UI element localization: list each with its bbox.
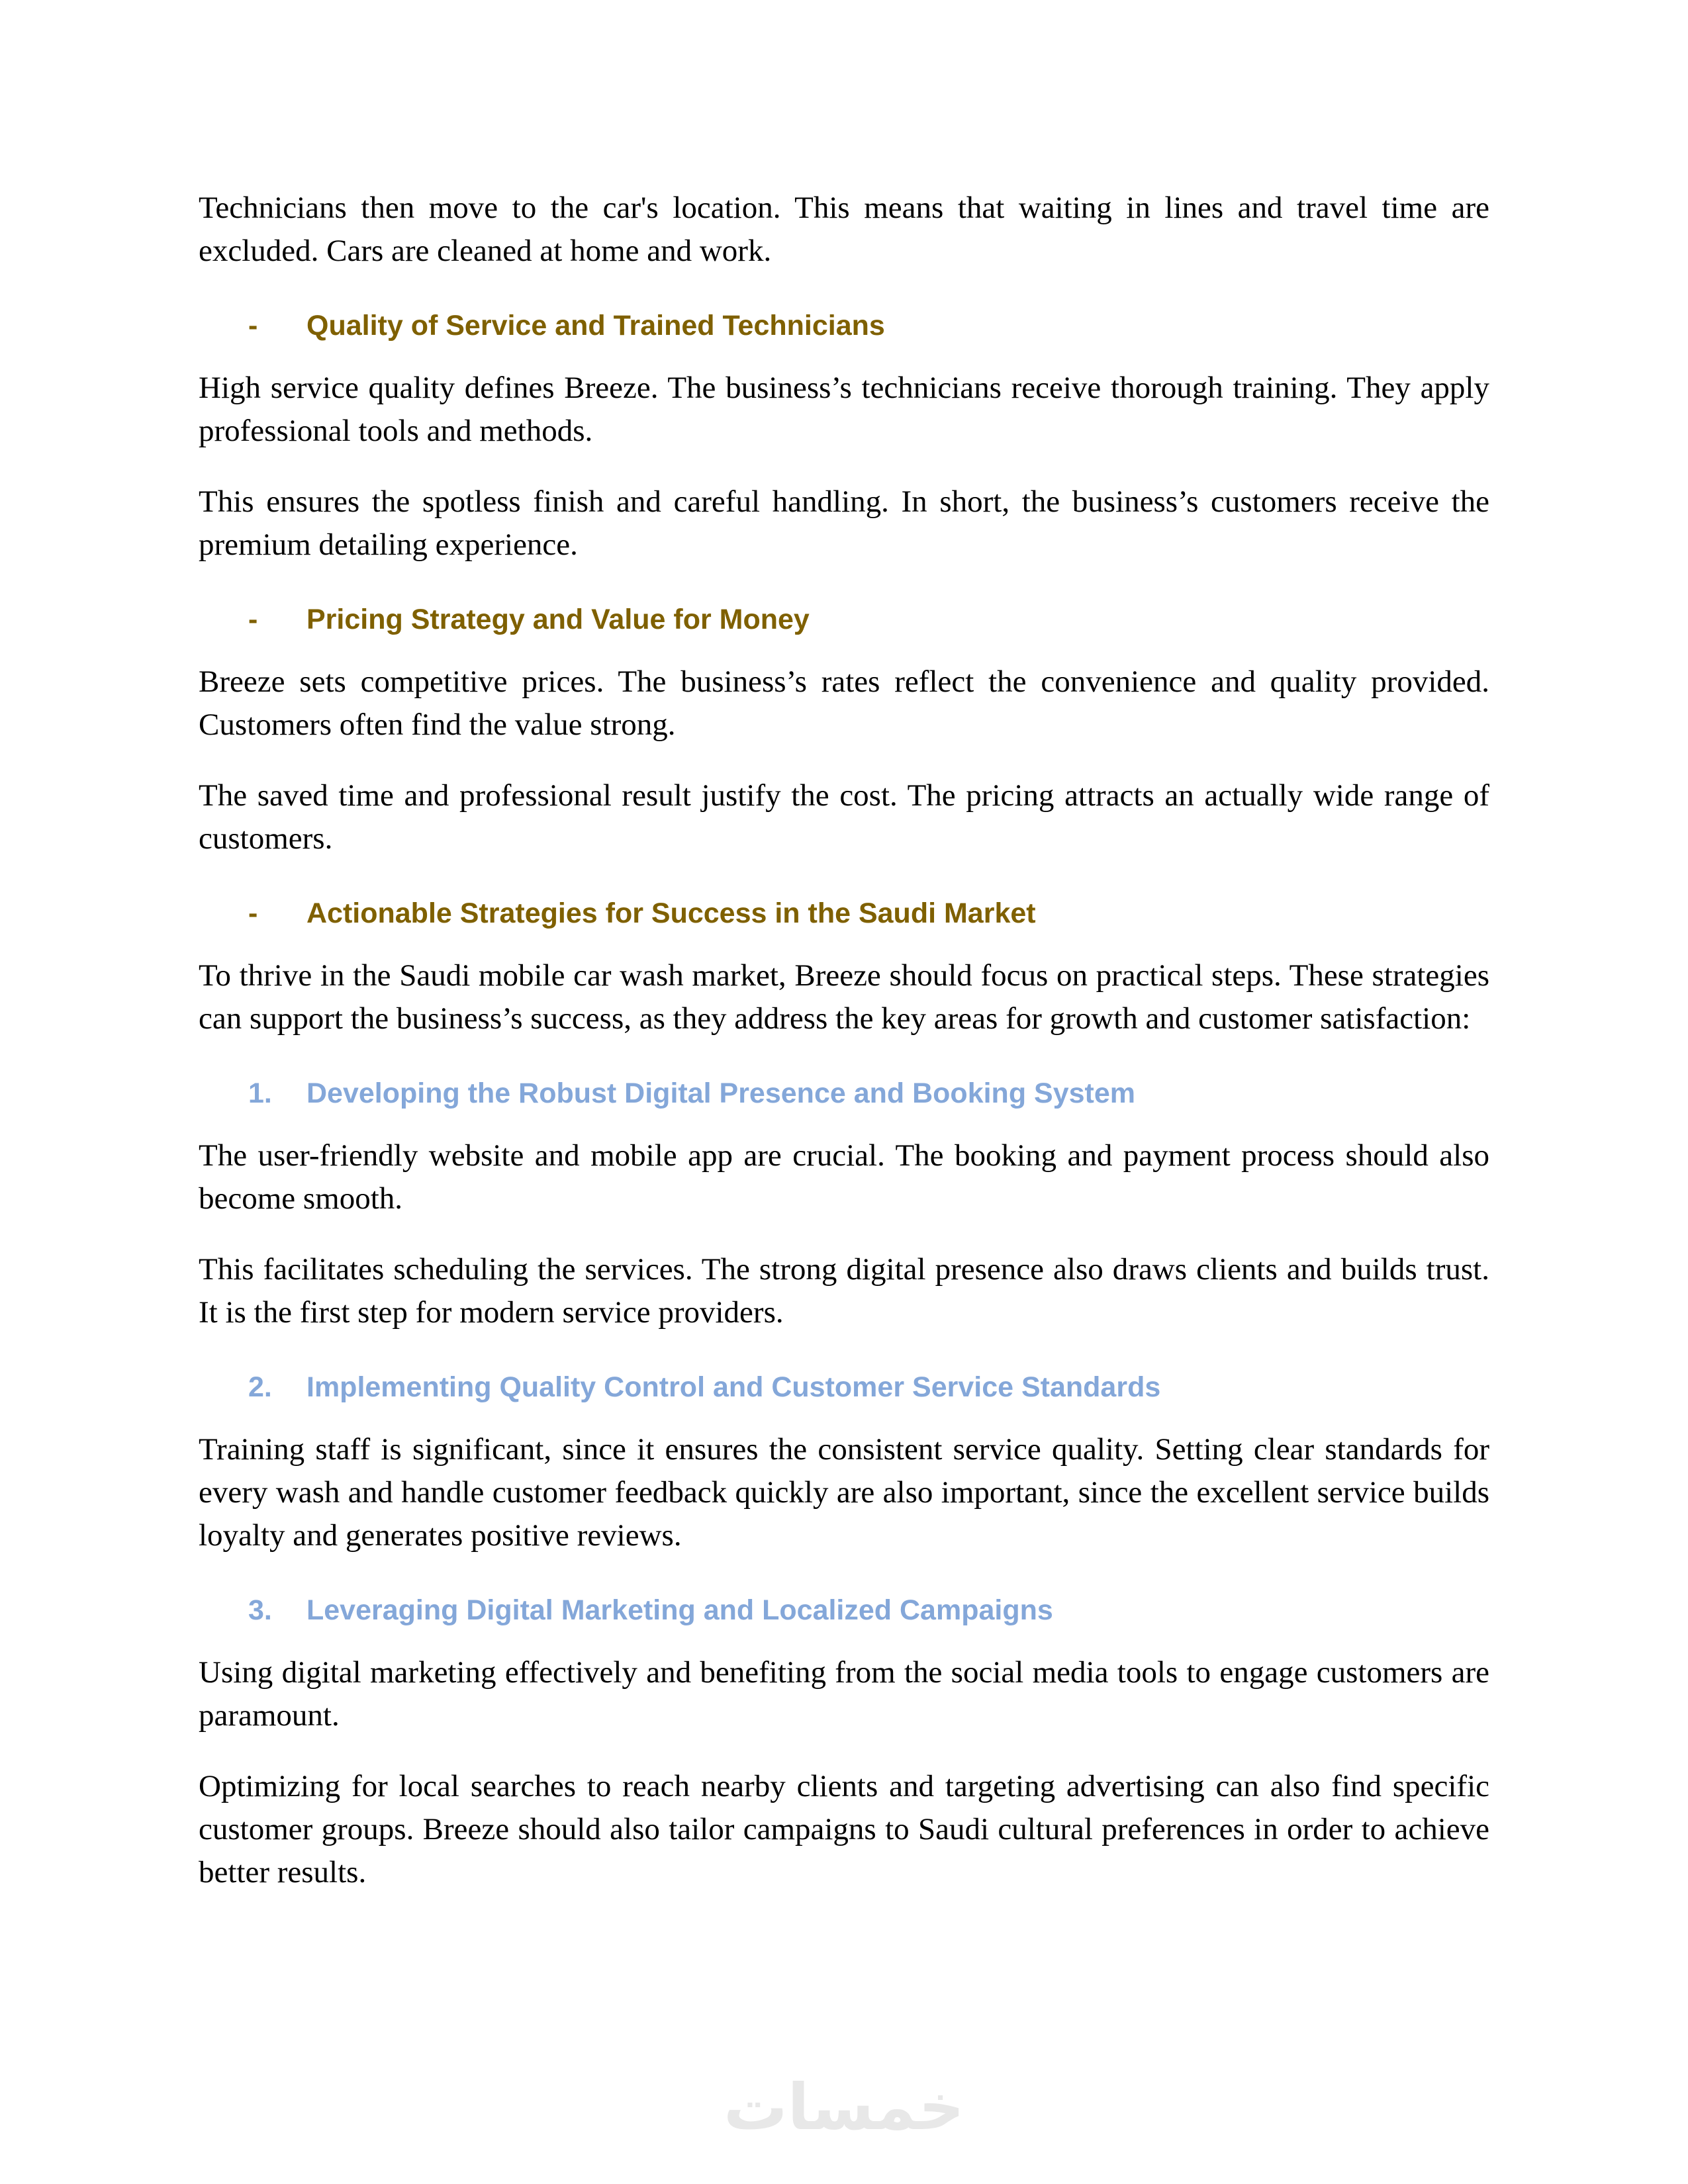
paragraph: Technicians then move to the car's location. This means that waiting in lines and travel time are excluded. Cars are cleaned at home and work. [199, 191, 1489, 268]
list-number: 2. [248, 1371, 272, 1403]
paragraph: To thrive in the Saudi mobile car wash market, Breeze should focus on practical steps. These strategies can support the business’s success, as they address the key areas for growth and customer satisfaction: [199, 958, 1489, 1036]
dash-heading [199, 892, 1489, 934]
heading-text: Implementing Quality Control and Customer Service Standards [306, 1371, 1161, 1403]
heading-text: Pricing Strategy and Value for Money [306, 604, 810, 635]
dash-heading [199, 304, 1489, 347]
dash-bullet: - [248, 310, 258, 341]
list-number: 3. [248, 1594, 272, 1626]
numbered-heading [199, 1366, 1489, 1408]
heading-text: Actionable Strategies for Success in the Saudi Market [306, 897, 1036, 929]
heading-text: Developing the Robust Digital Presence and Booking System [306, 1077, 1136, 1109]
paragraph: The saved time and professional result justify the cost. The pricing attracts an actually wide range of customers. [199, 778, 1489, 856]
khamsat-watermark-logo: خمسات [724, 2070, 964, 2144]
numbered-heading [199, 1072, 1489, 1115]
paragraph: Breeze sets competitive prices. The business’s rates reflect the convenience and quality provided. Customers often find the value strong. [199, 664, 1489, 742]
paragraph: This ensures the spotless finish and careful handling. In short, the business’s customers receive the premium detailing experience. [199, 484, 1489, 562]
paragraph: The user-friendly website and mobile app are crucial. The booking and payment process should also become smooth. [199, 1138, 1489, 1216]
heading-text: Quality of Service and Trained Technicians [306, 310, 885, 341]
paragraph: Using digital marketing effectively and benefiting from the social media tools to engage customers are paramount. [199, 1655, 1489, 1733]
paragraph: Optimizing for local searches to reach nearby clients and targeting advertising can also find specific customer groups. Breeze should also tailor campaigns to Saudi cultural preferences in order to achieve better results. [199, 1769, 1489, 1889]
dash-heading [199, 598, 1489, 641]
dash-bullet: - [248, 897, 258, 929]
dash-bullet: - [248, 604, 258, 635]
list-number: 1. [248, 1077, 272, 1109]
numbered-heading [199, 1589, 1489, 1631]
paragraph: This facilitates scheduling the services. The strong digital presence also draws clients and builds trust. It is the first step for modern service providers. [199, 1252, 1489, 1330]
paragraph: Training staff is significant, since it ensures the consistent service quality. Setting clear standards for every wash and handle customer feedback quickly are also important, since the excellent service builds loyalty and generates positive reviews. [199, 1432, 1489, 1553]
paragraph: High service quality defines Breeze. The business’s technicians receive thorough training. They apply professional tools and methods. [199, 371, 1489, 448]
document-body [199, 0, 1489, 1922]
heading-text: Leveraging Digital Marketing and Localized Campaigns [306, 1594, 1053, 1626]
